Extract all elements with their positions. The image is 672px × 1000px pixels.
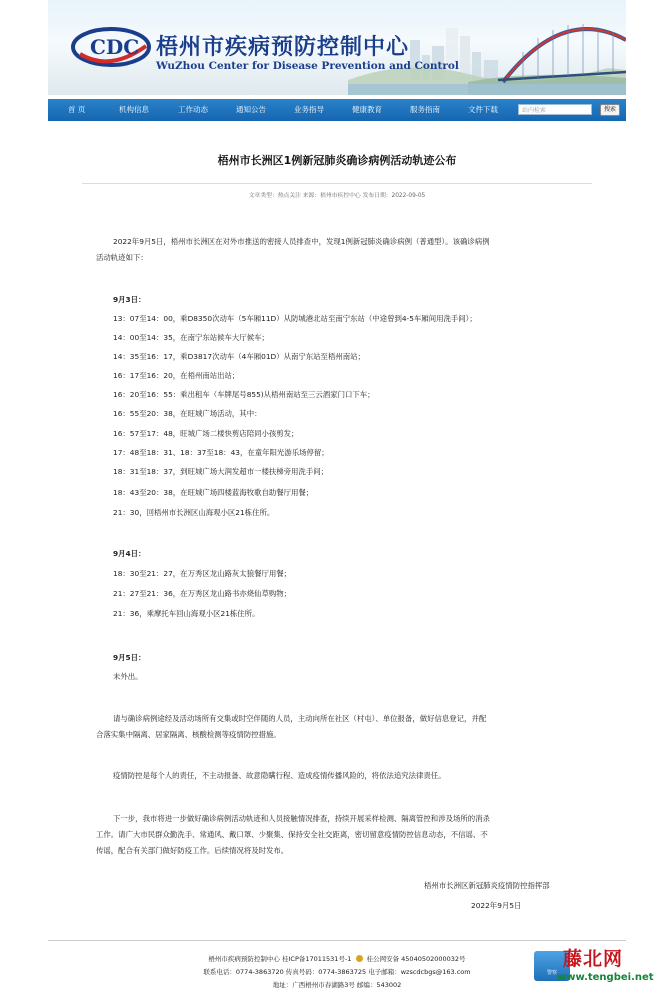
footer-police-record[interactable]: 桂公网安备 45040502000032号 [366, 955, 466, 963]
track-item: 未外出。 [113, 672, 143, 681]
header-banner [48, 0, 626, 95]
signature: 梧州市长洲区新冠肺炎疫情防控指挥部 [424, 881, 550, 890]
title-divider [82, 183, 592, 184]
watermark-logo-text: 藤北网 [563, 948, 624, 970]
article-meta: 文章类型：热点关注 来源：梧州市疾控中心 发布日期：2022-09-05 [248, 193, 426, 199]
watermark-url: www.tengbei.net [557, 972, 654, 983]
intro-paragraph-line1: 2022年9月5日，梧州市长洲区在对外市推送的密接人员排查中，发现1例新冠肺炎确诊病例（普通型）。该确诊病例 [113, 237, 490, 246]
track-item: 18：30至21：27，在万秀区龙山路灰太狼餐厅用餐； [113, 569, 292, 578]
nav-service-guide[interactable]: 服务指南 [410, 105, 440, 114]
site-title: 梧州市疾病预防控制中心 [156, 34, 410, 60]
nav-organization[interactable]: 机构信息 [119, 105, 149, 114]
cdc-logo[interactable] [70, 24, 152, 74]
police-badge-icon [356, 955, 363, 962]
notice-paragraph-line1: 请与确诊病例途经及活动场所有交集或时空伴随的人员，主动向所在社区（村屯）、单位报备，做好信息登记，并配 [113, 714, 487, 723]
search-button[interactable]: 搜索 [600, 104, 620, 116]
footer-contact: 联系电话：0774-3863720 传真号码：0774-3863725 电子邮箱：wzscdcbgs@163.com [203, 968, 471, 976]
nav-health-education[interactable]: 健康教育 [352, 105, 382, 114]
nav-home[interactable]: 首 页 [68, 105, 86, 114]
nav-work-news[interactable]: 工作动态 [178, 105, 208, 114]
page [48, 0, 626, 1000]
day-heading-sep5: 9月5日： [113, 653, 146, 662]
track-item: 14：35至16：17，乘D3817次动车（4车厢01D）从南宁东站至梧州南站； [113, 352, 365, 361]
track-item: 21：30，回梧州市长洲区山海观小区21栋住所。 [113, 508, 275, 517]
footer-icp[interactable]: 梧州市疾病预防控制中心 桂ICP备17011531号-1 [208, 955, 352, 963]
track-item: 18：31至18：37，到旺城广场大润发超市一楼扶梯旁用洗手间； [113, 467, 328, 476]
main-nav [48, 99, 626, 121]
site-subtitle: WuZhou Center for Disease Prevention and Control [156, 60, 459, 72]
article-title: 梧州市长洲区1例新冠肺炎确诊病例活动轨迹公布 [217, 154, 457, 167]
track-item: 16：17至16：20，在梧州南站出站； [113, 371, 240, 380]
duty-paragraph: 疫情防控是每个人的责任，不主动报备、故意隐瞒行程、造成疫情传播风险的，将依法追究法律责任。 [113, 771, 446, 780]
next-steps-line2: 工作。请广大市民群众勤洗手、常通风、戴口罩、少聚集、保持安全社交距离，密切留意疫情防控信息动态，不信谣、不 [96, 830, 488, 839]
nav-announcements[interactable]: 通知公告 [236, 105, 266, 114]
track-item: 16：57至17：48，旺城广场二楼快剪店陪同小孩剪发； [113, 429, 299, 438]
track-item: 14：00至14：35，在南宁东站候车大厅候车； [113, 333, 269, 342]
footer-divider [48, 940, 626, 941]
day-heading-sep3: 9月3日： [113, 295, 146, 304]
police-alarm-label: 警察 [546, 970, 557, 976]
track-item: 18：43至20：38，在旺城广场四楼蓝海牧歌自助餐厅用餐； [113, 488, 314, 497]
intro-paragraph-line2: 活动轨迹如下： [96, 253, 148, 262]
signature-date: 2022年9月5日 [471, 901, 522, 910]
nav-business-guidance[interactable]: 业务指导 [294, 105, 324, 114]
track-item: 21：36，乘摩托车回山海观小区21栋住所。 [113, 609, 260, 618]
svg-text:CDC: CDC [90, 35, 140, 59]
footer-address: 地址：广西梧州市春湖路3号 邮编：543002 [272, 981, 402, 989]
track-item: 13：07至14：00，乘D8350次动车（5车厢11D）从防城港北站至南宁东站（中途曾到4-5车厢间用洗手间）； [113, 314, 477, 323]
day-heading-sep4: 9月4日： [113, 549, 146, 558]
next-steps-line1: 下一步，我市将进一步做好确诊病例活动轨迹和人员接触情况排查，持续开展采样检测、隔离管控和涉及场所的消杀 [113, 814, 490, 823]
site-search-input[interactable]: 站内检索 [518, 104, 592, 115]
nav-downloads[interactable]: 文件下载 [468, 105, 498, 114]
notice-paragraph-line2: 合落实集中隔离、居家隔离、核酸检测等疫情防控措施。 [96, 730, 281, 739]
cdc-logo-icon [70, 24, 152, 70]
track-item: 21：27至21：36，在万秀区龙山路书亦烧仙草购物； [113, 589, 292, 598]
next-steps-line3: 传谣，配合有关部门做好防疫工作。后续情况将及时发布。 [96, 846, 289, 855]
track-item: 17：48至18：31、18：37至18：43，在童年阳光游乐场停留； [113, 448, 329, 457]
track-item: 16：55至20：38，在旺城广场活动，其中： [113, 409, 262, 418]
track-item: 16：20至16：55：乘出租车（车牌尾号855)从梧州南站至三云酒家门口下车； [113, 390, 375, 399]
